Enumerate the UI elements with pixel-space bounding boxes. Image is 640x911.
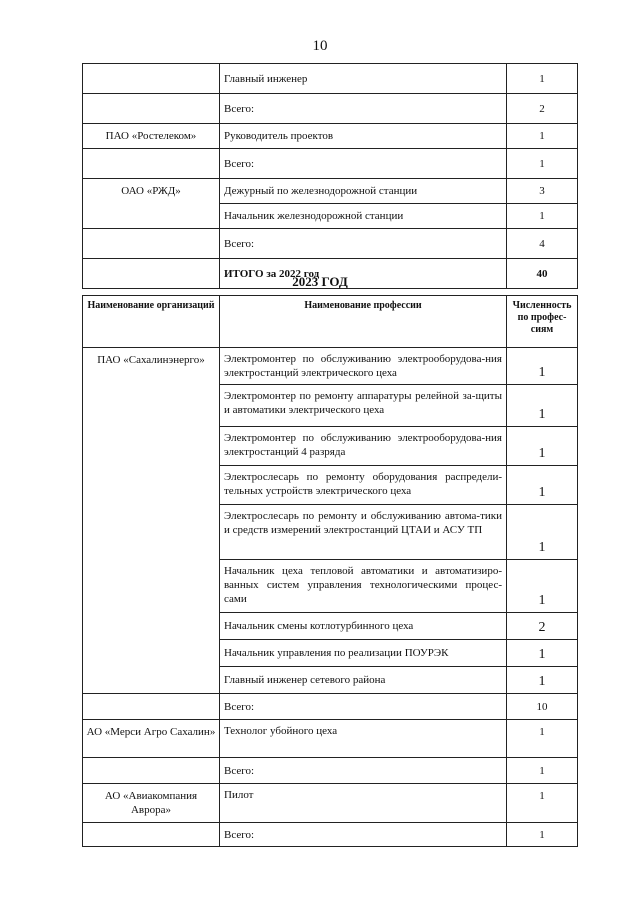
count-cell: 1 — [507, 640, 578, 667]
profession-cell: Электрослесарь по ремонту и обслуживанию автома-тики и средств измерений электростанций ЦТАИ и АСУ ТП — [220, 505, 507, 560]
total-label: Всего: — [220, 758, 507, 784]
profession-cell: Пилот — [220, 784, 507, 823]
total-value: 1 — [507, 758, 578, 784]
count-cell: 1 — [507, 667, 578, 694]
table-2022 — [82, 63, 578, 289]
profession-cell: Электрослесарь по ремонту оборудования распредели-тельных устройств электрического цеха — [220, 466, 507, 505]
total-value: 1 — [507, 823, 578, 847]
org-cell — [83, 64, 220, 94]
header-count: Численность по профес-сиям — [507, 296, 578, 348]
table-row — [83, 149, 578, 179]
profession-cell: Руководитель проектов — [220, 124, 507, 149]
total-row — [83, 694, 578, 720]
table-row — [83, 94, 578, 124]
page-number: 10 — [312, 38, 328, 54]
org-cell — [83, 694, 220, 720]
org-cell: ПАО «Сахалинэнерго» — [83, 348, 220, 694]
count-cell: 1 — [507, 124, 578, 149]
org-cell — [83, 94, 220, 124]
profession-cell: Главный инженер — [220, 64, 507, 94]
profession-cell: Начальник смены котлотурбинного цеха — [220, 613, 507, 640]
count-cell: 1 — [507, 64, 578, 94]
count-cell: 1 — [507, 385, 578, 427]
org-cell — [83, 758, 220, 784]
count-cell: 1 — [507, 720, 578, 758]
count-cell: 1 — [507, 427, 578, 466]
count-cell: 1 — [507, 784, 578, 823]
count-cell: 2 — [507, 94, 578, 124]
header-row — [83, 296, 578, 348]
profession-cell: Технолог убойного цеха — [220, 720, 507, 758]
table-row — [83, 64, 578, 94]
table-row — [83, 784, 578, 823]
table-2023 — [82, 295, 578, 847]
table-row — [83, 124, 578, 149]
profession-cell: Всего: — [220, 149, 507, 179]
total-row — [83, 758, 578, 784]
org-cell — [83, 149, 220, 179]
count-cell: 1 — [507, 149, 578, 179]
table-row — [83, 720, 578, 758]
profession-cell: Электромонтер по обслуживанию электрооборудова-ния электростанций электрического цеха — [220, 348, 507, 385]
org-cell — [83, 229, 220, 259]
count-cell: 1 — [507, 466, 578, 505]
total-label: Всего: — [220, 823, 507, 847]
profession-cell: Электромонтер по ремонту аппаратуры релейной за-щиты и автоматики электрического цеха — [220, 385, 507, 427]
org-cell: ПАО «Ростелеком» — [83, 124, 220, 149]
profession-cell: Всего: — [220, 229, 507, 259]
grand-total-label: ИТОГО за 2022 год — [220, 259, 507, 289]
count-cell: 1 — [507, 560, 578, 613]
count-cell: 1 — [507, 204, 578, 229]
profession-cell: Главный инженер сетевого района — [220, 667, 507, 694]
count-cell: 4 — [507, 229, 578, 259]
grand-total-value: 40 — [507, 259, 578, 289]
header-org: Наименование организаций — [83, 296, 220, 348]
count-cell: 3 — [507, 179, 578, 204]
count-cell: 2 — [507, 613, 578, 640]
org-cell — [83, 823, 220, 847]
count-cell: 1 — [507, 348, 578, 385]
header-profession: Наименование профессии — [220, 296, 507, 348]
table-row — [83, 229, 578, 259]
profession-cell: Начальник управления по реализации ПОУРЭК — [220, 640, 507, 667]
profession-cell: Начальник железнодорожной станции — [220, 204, 507, 229]
year-heading: 2023 ГОД — [292, 274, 348, 289]
table-row — [83, 179, 578, 204]
count-cell: 1 — [507, 505, 578, 560]
org-cell: АО «Авиакомпания Аврора» — [83, 784, 220, 823]
profession-cell: Начальник цеха тепловой автоматики и автоматизиро-ванных систем управления технологическими процес-сами — [220, 560, 507, 613]
org-cell: АО «Мерси Агро Сахалин» — [83, 720, 220, 758]
total-value: 10 — [507, 694, 578, 720]
total-row — [83, 823, 578, 847]
total-label: Всего: — [220, 694, 507, 720]
profession-cell: Всего: — [220, 94, 507, 124]
profession-cell: Электромонтер по обслуживанию электрооборудова-ния электростанций 4 разряда — [220, 427, 507, 466]
profession-cell: Дежурный по железнодорожной станции — [220, 179, 507, 204]
table-row — [83, 348, 578, 385]
org-cell: ОАО «РЖД» — [83, 179, 220, 229]
